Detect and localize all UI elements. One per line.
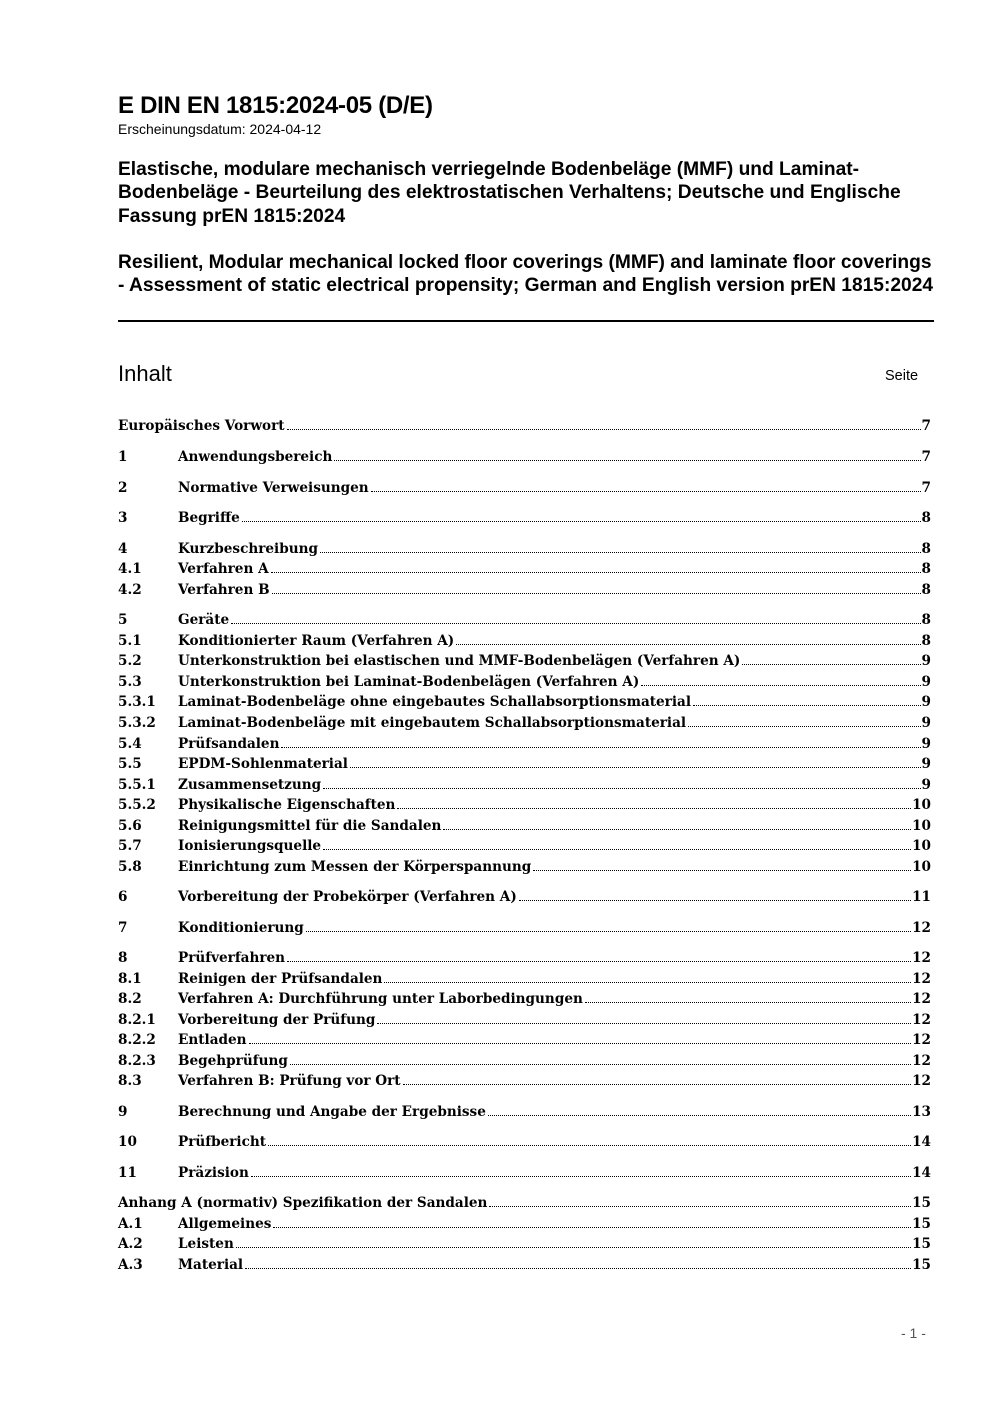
toc-entry-number: A.3 <box>118 1257 143 1273</box>
toc-entry-number: A.2 <box>118 1236 143 1252</box>
toc-entry-number: 5.7 <box>118 838 142 854</box>
toc-page-label: Seite <box>885 368 919 384</box>
toc-entry-number: 5.3 <box>118 674 142 690</box>
toc-entry-page: 8 <box>921 541 931 557</box>
toc-dot-leader <box>384 981 911 983</box>
toc-entry[interactable] <box>118 859 931 878</box>
toc-dot-leader <box>323 787 920 789</box>
page-number: - 1 - <box>901 1325 926 1341</box>
toc-entry-page: 13 <box>912 1104 931 1120</box>
toc-entry[interactable] <box>118 756 931 775</box>
toc-entry-page: 8 <box>921 582 931 598</box>
header-divider <box>118 320 934 322</box>
toc-entry-title: Verfahren A: Durchführung unter Laborbedingungen <box>178 991 583 1007</box>
toc-entry-number: 8.2.3 <box>118 1053 156 1069</box>
toc-entry-title: Material <box>178 1257 244 1273</box>
toc-entry-title: Europäisches Vorwort <box>118 418 285 434</box>
toc-entry-title: Laminat-Bodenbeläge mit eingebautem Schallabsorptionsmaterial <box>178 715 687 731</box>
toc-dot-leader <box>742 663 920 665</box>
toc-dot-leader <box>403 1083 912 1085</box>
toc-entry[interactable] <box>118 1032 931 1051</box>
toc-entry-number: 8.2.2 <box>118 1032 156 1048</box>
document-id: E DIN EN 1815:2024-05 (D/E) <box>118 92 433 119</box>
toc-entry[interactable] <box>118 1012 931 1031</box>
toc-entry[interactable] <box>118 797 931 816</box>
toc-entry-number: 5.5.2 <box>118 797 156 813</box>
toc-entry-title: Laminat-Bodenbeläge ohne eingebautes Schallabsorptionsmaterial <box>178 694 691 710</box>
toc-entry[interactable] <box>118 541 931 560</box>
toc-entry-number: 8.2.1 <box>118 1012 156 1028</box>
toc-entry-page: 12 <box>912 1073 931 1089</box>
toc-entry-number: 11 <box>118 1165 137 1181</box>
toc-entry-title: EPDM-Sohlenmaterial <box>178 756 348 772</box>
toc-entry[interactable] <box>118 694 931 713</box>
toc-entry-page: 12 <box>912 1032 931 1048</box>
toc-entry[interactable] <box>118 736 931 755</box>
toc-entry-page: 10 <box>912 838 931 854</box>
toc-entry-number: 2 <box>118 480 128 496</box>
toc-entry-number: 5.2 <box>118 653 142 669</box>
toc-entry[interactable] <box>118 991 931 1010</box>
toc-entry[interactable] <box>118 674 931 693</box>
toc-entry-title: Begehprüfung <box>178 1053 288 1069</box>
toc-entry-page: 8 <box>921 633 931 649</box>
toc-entry-title: Vorbereitung der Prüfung <box>178 1012 376 1028</box>
toc-entry-page: 9 <box>921 653 931 669</box>
toc-entry-title: Leisten <box>178 1236 234 1252</box>
toc-dot-leader <box>236 1246 911 1248</box>
toc-dot-leader <box>334 459 920 461</box>
toc-entry-page: 12 <box>912 971 931 987</box>
toc-dot-leader <box>443 828 911 830</box>
toc-entry-number: 4.2 <box>118 582 142 598</box>
toc-entry[interactable] <box>118 950 931 969</box>
toc-entry[interactable] <box>118 510 931 529</box>
toc-dot-leader <box>249 1042 912 1044</box>
toc-dot-leader <box>489 1205 911 1207</box>
toc-entry-number: 5.1 <box>118 633 142 649</box>
toc-entry-number: 8.1 <box>118 971 142 987</box>
toc-entry-title: Reinigungsmittel für die Sandalen <box>178 818 442 834</box>
toc-entry-title: Verfahren B: Prüfung vor Ort <box>178 1073 401 1089</box>
toc-entry-title: Normative Verweisungen <box>178 480 369 496</box>
toc-dot-leader <box>693 704 921 706</box>
toc-entry[interactable] <box>118 1195 931 1214</box>
toc-dot-leader <box>273 1226 911 1228</box>
toc-entry[interactable] <box>118 971 931 990</box>
toc-dot-leader <box>251 1175 911 1177</box>
toc-entry-number: 5.5.1 <box>118 777 156 793</box>
toc-entry[interactable] <box>118 777 931 796</box>
toc-entry-page: 12 <box>912 1053 931 1069</box>
toc-entry-number: 5.3.2 <box>118 715 156 731</box>
toc-entry-page: 11 <box>912 889 931 905</box>
title-german: Elastische, modulare mechanisch verriegelnde Bodenbeläge (MMF) und Laminat-Bodenbeläge - Beurteilung des elektrostatischen Verhaltens; Deutsche und Englische Fassung prEN 1815:2024 <box>118 159 901 227</box>
toc-entry-number: 5 <box>118 612 128 628</box>
toc-entry[interactable] <box>118 1236 931 1255</box>
toc-entry-title: Unterkonstruktion bei elastischen und MMF-Bodenbelägen (Verfahren A) <box>178 653 741 669</box>
toc-entry[interactable] <box>118 612 931 631</box>
toc-entry-page: 12 <box>912 1012 931 1028</box>
toc-entry-number: 8.3 <box>118 1073 142 1089</box>
toc-entry-title: Anhang A (normativ) Spezifikation der Sandalen <box>118 1195 488 1211</box>
toc-entry-page: 7 <box>921 449 931 465</box>
toc-entry-title: Konditionierung <box>178 920 304 936</box>
toc-entry-number: 4 <box>118 541 128 557</box>
toc-entry-title: Allgemeines <box>178 1216 272 1232</box>
toc-entry[interactable] <box>118 561 931 580</box>
toc-entry-page: 12 <box>912 920 931 936</box>
toc-entry-number: 5.4 <box>118 736 142 752</box>
toc-entry-title: Unterkonstruktion bei Laminat-Bodenbelägen (Verfahren A) <box>178 674 640 690</box>
toc-entry-page: 7 <box>921 418 931 434</box>
toc-entry-page: 15 <box>912 1257 931 1273</box>
toc-entry-number: 4.1 <box>118 561 142 577</box>
toc-entry-title: Präzision <box>178 1165 249 1181</box>
toc-entry[interactable] <box>118 715 931 734</box>
toc-entry-page: 12 <box>912 991 931 1007</box>
toc-entry-page: 9 <box>921 715 931 731</box>
toc-entry[interactable] <box>118 1104 931 1123</box>
toc-dot-leader <box>488 1114 911 1116</box>
toc-entry-title: Physikalische Eigenschaften <box>178 797 396 813</box>
toc-dot-leader <box>271 571 921 573</box>
toc-dot-leader <box>281 746 920 748</box>
toc-entry-title: Geräte <box>178 612 230 628</box>
toc-entry-page: 9 <box>921 674 931 690</box>
toc-entry-page: 8 <box>921 510 931 526</box>
toc-entry-title: Verfahren A <box>178 561 269 577</box>
toc-entry-number: 5.6 <box>118 818 142 834</box>
toc-entry-page: 12 <box>912 950 931 966</box>
toc-entry[interactable] <box>118 582 931 601</box>
toc-entry-number: 7 <box>118 920 128 936</box>
toc-entry-title: Anwendungsbereich <box>178 449 333 465</box>
toc-entry-number: 6 <box>118 889 128 905</box>
toc-entry-number: 9 <box>118 1104 128 1120</box>
toc-dot-leader <box>688 725 920 727</box>
toc-entry-title: Berechnung und Angabe der Ergebnisse <box>178 1104 486 1120</box>
title-english: Resilient, Modular mechanical locked floor coverings (MMF) and laminate floor coverings - Assessment of static electrical propensity; German and English version prEN 1815:2024 <box>118 252 934 297</box>
toc-entry-number: A.1 <box>118 1216 143 1232</box>
toc-entry-page: 10 <box>912 818 931 834</box>
toc-dot-leader <box>641 684 920 686</box>
publication-date: Erscheinungsdatum: 2024-04-12 <box>118 121 322 137</box>
toc-dot-leader <box>231 622 920 624</box>
toc-entry-page: 7 <box>921 480 931 496</box>
toc-entry-title: Prüfbericht <box>178 1134 267 1150</box>
toc-entry-title: Prüfsandalen <box>178 736 280 752</box>
toc-entry-page: 15 <box>912 1195 931 1211</box>
toc-dot-leader <box>287 960 911 962</box>
toc-entry-number: 8.2 <box>118 991 142 1007</box>
toc-dot-leader <box>245 1267 911 1269</box>
toc-entry[interactable] <box>118 838 931 857</box>
toc-dot-leader <box>350 766 921 768</box>
toc-entry-title: Zusammensetzung <box>178 777 322 793</box>
toc-entry-title: Ionisierungsquelle <box>178 838 322 854</box>
toc-entry-page: 14 <box>912 1134 931 1150</box>
toc-entry-page: 15 <box>912 1216 931 1232</box>
toc-entry-title: Einrichtung zum Messen der Körperspannung <box>178 859 532 875</box>
toc-entry-page: 8 <box>921 612 931 628</box>
toc-dot-leader <box>371 490 921 492</box>
toc-entry[interactable] <box>118 818 931 837</box>
toc-dot-leader <box>397 807 911 809</box>
toc-entry-number: 3 <box>118 510 128 526</box>
toc-entry-number: 8 <box>118 950 128 966</box>
toc-heading: Inhalt <box>118 361 172 386</box>
toc-dot-leader <box>585 1001 911 1003</box>
toc-dot-leader <box>323 848 911 850</box>
toc-dot-leader <box>377 1022 911 1024</box>
toc-entry-number: 5.5 <box>118 756 142 772</box>
toc-dot-leader <box>272 592 921 594</box>
toc-dot-leader <box>268 1144 911 1146</box>
toc-entry-page: 10 <box>912 797 931 813</box>
toc-entry[interactable] <box>118 889 931 908</box>
toc-dot-leader <box>456 643 920 645</box>
toc-dot-leader <box>533 869 911 871</box>
toc-entry-page: 9 <box>921 777 931 793</box>
toc-entry[interactable] <box>118 1257 931 1276</box>
toc-entry-title: Verfahren B <box>178 582 270 598</box>
toc-entry-page: 10 <box>912 859 931 875</box>
toc-entry-page: 9 <box>921 756 931 772</box>
toc-dot-leader <box>287 428 921 430</box>
toc-entry[interactable] <box>118 633 931 652</box>
toc-entry[interactable] <box>118 1216 931 1235</box>
toc-entry-page: 14 <box>912 1165 931 1181</box>
toc-entry-page: 9 <box>921 736 931 752</box>
toc-entry-title: Prüfverfahren <box>178 950 286 966</box>
toc-entry-page: 9 <box>921 694 931 710</box>
toc-entry[interactable] <box>118 1053 931 1072</box>
toc-dot-leader <box>320 551 921 553</box>
toc-entry-title: Konditionierter Raum (Verfahren A) <box>178 633 455 649</box>
toc-entry-number: 10 <box>118 1134 137 1150</box>
toc-entry-title: Vorbereitung der Probekörper (Verfahren A) <box>178 889 517 905</box>
toc-entry-page: 15 <box>912 1236 931 1252</box>
toc-entry[interactable] <box>118 449 931 468</box>
toc-entry[interactable] <box>118 480 931 499</box>
toc-entry[interactable] <box>118 418 931 437</box>
toc-entry-page: 8 <box>921 561 931 577</box>
toc-dot-leader <box>519 899 911 901</box>
toc-dot-leader <box>290 1063 911 1065</box>
toc-entry-title: Kurzbeschreibung <box>178 541 318 557</box>
toc-entry[interactable] <box>118 1134 931 1153</box>
toc-entry[interactable] <box>118 653 931 672</box>
toc-entry-title: Begriffe <box>178 510 240 526</box>
toc-entry-number: 1 <box>118 449 128 465</box>
toc-entry[interactable] <box>118 1073 931 1092</box>
toc-dot-leader <box>306 930 911 932</box>
toc-entry-title: Entladen <box>178 1032 247 1048</box>
toc-entry-number: 5.3.1 <box>118 694 156 710</box>
toc-entry[interactable] <box>118 920 931 939</box>
toc-entry[interactable] <box>118 1165 931 1184</box>
toc-entry-number: 5.8 <box>118 859 142 875</box>
toc-entry-title: Reinigen der Prüfsandalen <box>178 971 383 987</box>
toc-dot-leader <box>242 520 921 522</box>
